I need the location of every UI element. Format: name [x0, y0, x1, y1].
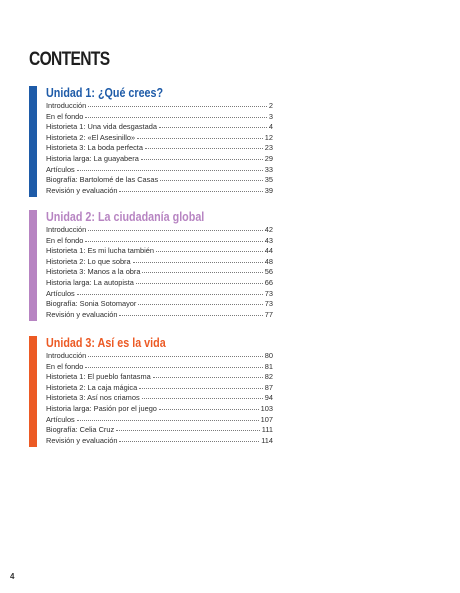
dot-leader: [116, 424, 260, 431]
page-title: CONTENTS: [29, 49, 110, 70]
toc-entry-page: 42: [264, 225, 273, 234]
toc-entry[interactable]: [46, 310, 273, 321]
dot-leader: [142, 392, 263, 399]
dot-leader: [88, 100, 267, 107]
dot-leader: [153, 371, 263, 378]
dot-leader: [119, 185, 262, 192]
toc-entry-page: 66: [264, 277, 273, 287]
toc-entry-label: Historieta 3: Así nos criamos: [46, 393, 140, 403]
dot-leader: [159, 121, 267, 128]
toc-entry-page: 77: [264, 309, 273, 319]
toc-entry-label: Artículos: [46, 414, 75, 424]
toc-entry-label: Historieta 3: La boda perfecta: [46, 143, 143, 153]
toc-entry-page: 48: [264, 256, 273, 266]
toc-entry-page: 103: [260, 403, 273, 413]
unit-body: [46, 86, 273, 196]
toc-entry-label: Revisión y evaluación: [46, 435, 118, 445]
toc-entry-label: Revisión y evaluación: [46, 185, 118, 195]
dot-leader: [88, 350, 263, 357]
toc-entry-page: 81: [264, 361, 273, 371]
dot-leader: [145, 142, 263, 149]
toc-entry-label: Historia larga: La autopista: [46, 277, 134, 287]
toc-entry-page: 111: [261, 425, 273, 435]
dot-leader: [88, 224, 263, 231]
toc-entry-label: Biografía: Sonia Sotomayor: [46, 299, 137, 309]
dot-leader: [139, 382, 263, 389]
toc-entry-label: Historieta 3: Manos a la obra: [46, 267, 141, 277]
toc-entry-page: 94: [264, 393, 273, 403]
dot-leader: [138, 298, 262, 305]
toc-entry-page: 35: [264, 175, 273, 185]
dot-leader: [77, 288, 263, 295]
unit-title: Unidad 3: Así es la vida: [46, 336, 166, 350]
toc-entry-page: 73: [264, 288, 273, 298]
toc-entry-label: Introducción: [46, 101, 87, 110]
unit-color-bar: [29, 210, 37, 321]
toc-entry-label: Artículos: [46, 288, 75, 298]
unit-section: [29, 210, 273, 321]
unit-title: Unidad 2: La ciudadanía global: [46, 210, 205, 224]
dot-leader: [85, 361, 262, 368]
toc-entry-label: Biografía: Celia Cruz: [46, 425, 115, 435]
toc-entry-label: Introducción: [46, 225, 87, 234]
dot-leader: [142, 266, 262, 273]
unit-color-bar: [29, 336, 37, 447]
toc-entry-page: 56: [264, 267, 273, 277]
toc-entry-label: Historia larga: La guayabera: [46, 153, 139, 163]
dot-leader: [159, 403, 259, 410]
toc-entry-label: Introducción: [46, 351, 87, 360]
toc-entry-label: Historieta 1: El pueblo fantasma: [46, 372, 151, 382]
toc-entry-page: 33: [264, 164, 273, 174]
toc-entry-label: Historieta 2: Lo que sobra: [46, 256, 131, 266]
unit-title: Unidad 1: ¿Qué crees?: [46, 86, 164, 100]
toc-entry-page: 29: [264, 153, 273, 163]
unit-body: [46, 336, 273, 446]
dot-leader: [77, 414, 259, 421]
dot-leader: [77, 164, 263, 171]
toc-entry-page: 82: [264, 372, 273, 382]
toc-entry-label: Historia larga: Pasión por el juego: [46, 403, 157, 413]
unit-body: [46, 210, 273, 320]
toc-entry-page: 107: [260, 414, 273, 424]
toc-entry-label: En el fondo: [46, 111, 84, 121]
page-number: 4: [10, 572, 15, 581]
toc-entry[interactable]: [46, 186, 273, 197]
dot-leader: [85, 111, 266, 118]
dot-leader: [136, 277, 263, 284]
toc-entry-page: 87: [264, 382, 273, 392]
toc-entry[interactable]: [46, 436, 273, 447]
toc-entry-label: Historieta 2: «El Asesinillo»: [46, 132, 136, 142]
toc-entry-label: En el fondo: [46, 235, 84, 245]
dot-leader: [160, 174, 263, 181]
toc-list: [46, 225, 273, 320]
dot-leader: [137, 132, 263, 139]
toc-entry-page: 43: [264, 235, 273, 245]
toc-entry-label: Revisión y evaluación: [46, 309, 118, 319]
unit-section: [29, 86, 273, 197]
dot-leader: [119, 309, 262, 316]
toc-entry-page: 12: [264, 132, 273, 142]
dot-leader: [156, 245, 263, 252]
unit-color-bar: [29, 86, 37, 197]
toc-entry-label: Historieta 2: La caja mágica: [46, 382, 138, 392]
toc-entry-page: 80: [264, 351, 273, 360]
toc-entry-page: 4: [268, 122, 273, 132]
unit-section: [29, 336, 273, 447]
toc-entry-label: Artículos: [46, 164, 75, 174]
dot-leader: [85, 235, 262, 242]
toc-entry-label: Historieta 1: Es mi lucha también: [46, 246, 155, 256]
toc-list: [46, 101, 273, 196]
toc-entry-page: 3: [268, 111, 273, 121]
toc-entry-label: En el fondo: [46, 361, 84, 371]
toc-entry-label: Historieta 1: Una vida desgastada: [46, 122, 157, 132]
toc-entry-page: 114: [261, 435, 273, 445]
dot-leader: [119, 435, 259, 442]
dot-leader: [133, 256, 263, 263]
toc-list: [46, 351, 273, 446]
toc-entry-page: 44: [264, 246, 273, 256]
toc-entry-page: 39: [264, 185, 273, 195]
toc-entry-page: 2: [268, 101, 273, 110]
dot-leader: [141, 153, 263, 160]
toc-entry-page: 23: [264, 143, 273, 153]
toc-entry-label: Biografía: Bartolomé de las Casas: [46, 175, 159, 185]
toc-entry-page: 73: [264, 299, 273, 309]
